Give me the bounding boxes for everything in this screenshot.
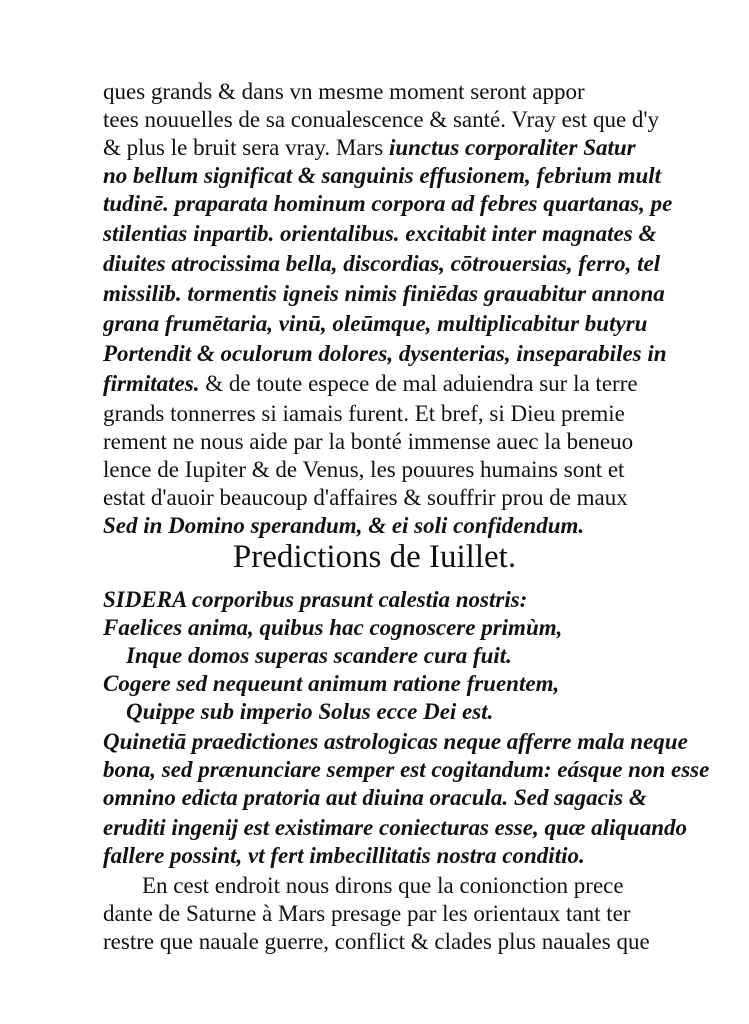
- text-line: rement ne nous aide par la bonté immense auec la beneuo: [103, 429, 634, 454]
- text-line: grands tonnerres si iamais furent. Et bref, si Dieu premie: [103, 401, 625, 426]
- text-line: grana frumētaria, vinū, oleūmque, multiplicabitur butyru: [103, 311, 648, 336]
- text-line: stilentias inpartib. orientalibus. excitabit inter magnates &: [103, 221, 657, 246]
- verse-line: Inque domos superas scandere cura fuit.: [126, 643, 512, 668]
- text-line: Portendit & oculorum dolores, dysenterias, inseparabiles in: [103, 341, 667, 366]
- text-line: lence de Iupiter & de Venus, les pouures humains sont et: [103, 457, 625, 482]
- text-line: tees nouuelles de sa conualescence & santé. Vray est que d'y: [103, 107, 660, 132]
- text-span: & plus le bruit sera vray. Mars: [103, 135, 389, 160]
- section-heading: Predictions de Iuillet.: [232, 539, 517, 575]
- text-line: no bellum significat & sanguinis effusionem, febrium mult: [103, 163, 662, 188]
- text-line: tudinē. praparata hominum corpora ad febres quartanas, pe: [103, 191, 673, 216]
- text-line: estat d'auoir beaucoup d'affaires & souffrir prou de maux: [103, 485, 628, 510]
- verse-line: Faelices anima, quibus hac cognoscere primùm,: [103, 615, 563, 640]
- verse-line: eruditi ingenij est existimare coniecturas esse, quæ aliquando: [103, 815, 687, 840]
- text-line: dante de Saturne à Mars presage par les orientaux tant ter: [103, 901, 631, 926]
- text-line: [103, 134, 749, 161]
- verse-line: omnino edicta pratoria aut diuina oracula. Sed sagacis &: [103, 785, 647, 810]
- verse-line: Quippe sub imperio Solus ecce Dei est.: [126, 699, 494, 724]
- verse-line: SIDERA corporibus prasunt calestia nostris:: [103, 587, 528, 612]
- text-line: Sed in Domino sperandum, & ei soli confidendum.: [103, 513, 585, 538]
- text-span: iunctus corporaliter Satur: [388, 135, 636, 160]
- text-line: missilib. tormentis igneis nimis finiēdas grauabitur annona: [103, 281, 665, 306]
- verse-line: Quinetiā praedictiones astrologicas neque afferre mala neque: [103, 729, 688, 754]
- text-span: & de toute espece de mal aduiendra sur la terre: [199, 371, 638, 396]
- text-line: [103, 370, 749, 397]
- verse-line: fallere possint, vt fert imbecillitatis nostra conditio.: [103, 843, 585, 868]
- text-line: En cest endroit nous dirons que la conionction prece: [142, 873, 624, 898]
- verse-line: Cogere sed nequeunt animum ratione fruentem,: [103, 671, 560, 696]
- text-line: ques grands & dans vn mesme moment seront appor: [103, 79, 585, 104]
- text-span: firmitates.: [103, 371, 200, 396]
- text-line: diuites atrocissima bella, discordias, cōtrouersias, ferro, tel: [103, 251, 661, 276]
- text-line: restre que nauale guerre, conflict & clades plus nauales que: [103, 929, 650, 954]
- verse-line: bona, sed prænunciare semper est cogitandum: eásque non esse: [103, 757, 710, 782]
